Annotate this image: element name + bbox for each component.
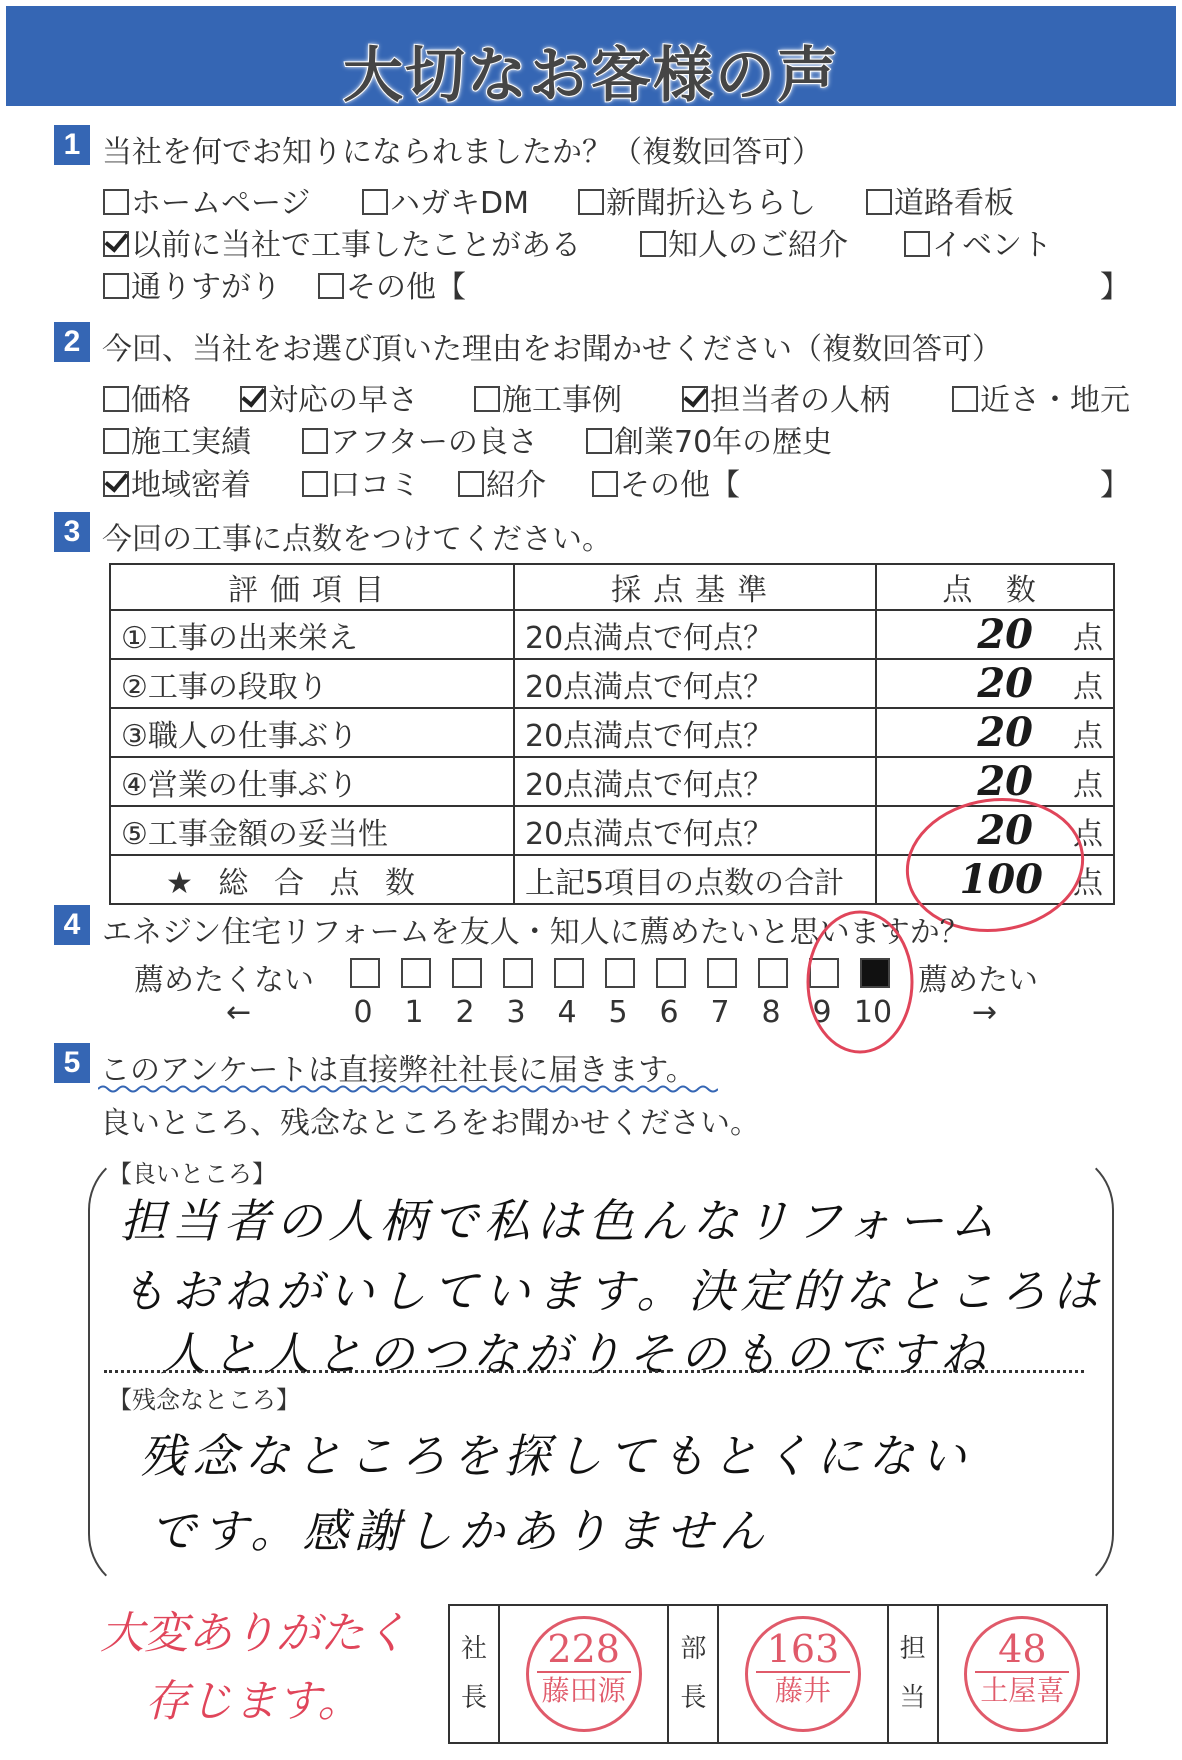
checkbox-icon[interactable] xyxy=(362,189,388,215)
q1-option[interactable] xyxy=(640,220,848,264)
q1-option[interactable] xyxy=(904,220,1052,264)
manager-seal: 163 藤井 xyxy=(745,1616,861,1732)
row-unit: 点 xyxy=(1073,621,1103,656)
president-seal: 228 藤田源 xyxy=(526,1616,642,1732)
option-label: 地域密着 xyxy=(131,468,251,503)
q2-option[interactable] xyxy=(952,375,1130,419)
scale-box-7[interactable] xyxy=(707,958,737,988)
manager-label: 部 長 xyxy=(668,1605,718,1743)
row-score[interactable]: 20 xyxy=(977,758,1033,805)
total-score[interactable]: 100 xyxy=(959,856,1043,903)
checkbox-icon[interactable] xyxy=(318,273,344,299)
q1-option[interactable] xyxy=(866,178,1014,222)
president-stamp-cell xyxy=(499,1605,668,1743)
row-item: ④営業の仕事ぶり xyxy=(110,757,514,806)
red-note-line: 大変ありがたく xyxy=(100,1608,408,1659)
q1-bracket-close: 】 xyxy=(1100,270,1130,305)
scale-number: 0 xyxy=(353,995,373,1030)
option-label: 以前に当社で工事したことがある xyxy=(131,228,581,263)
option-label: ハガキDM xyxy=(390,186,529,221)
option-label: 通りすがり xyxy=(131,270,281,305)
q2-option[interactable] xyxy=(682,375,890,419)
checkbox-icon[interactable] xyxy=(586,428,612,454)
option-label: 対応の早さ xyxy=(268,383,418,418)
row-criteria: 20点満点で何点？ xyxy=(514,610,876,659)
q2-option[interactable] xyxy=(474,375,622,419)
checkbox-icon[interactable] xyxy=(904,231,930,257)
staff-seal: 48 土屋喜 xyxy=(964,1616,1080,1732)
q2-number: 2 xyxy=(54,322,90,362)
checkbox-icon[interactable] xyxy=(592,471,618,497)
q1-option[interactable] xyxy=(578,178,816,222)
scale-number: 1 xyxy=(404,995,424,1030)
q5-sub: 良いところ、残念なところをお聞かせください。 xyxy=(100,1106,760,1141)
right-arrow-icon: → xyxy=(972,995,998,1030)
checkbox-icon[interactable] xyxy=(103,386,129,412)
checkbox-icon[interactable] xyxy=(458,471,484,497)
score-table-header xyxy=(110,564,1114,610)
scale-number: 4 xyxy=(557,995,577,1030)
option-label: 担当者の人柄 xyxy=(710,383,890,418)
bad-line: 残念なところを探してもとくにない xyxy=(140,1429,972,1483)
q1-option[interactable] xyxy=(103,220,581,264)
option-label: 近さ・地元 xyxy=(980,383,1130,418)
q2-option[interactable] xyxy=(592,460,740,504)
row-score[interactable]: 20 xyxy=(977,807,1033,854)
q4-number: 4 xyxy=(54,905,90,945)
option-label: ホームページ xyxy=(131,186,311,221)
row-score[interactable]: 20 xyxy=(977,660,1033,707)
red-note-line: 存じます。 xyxy=(145,1676,362,1727)
checkbox-checked-icon[interactable] xyxy=(103,471,129,497)
table-row xyxy=(110,610,1114,659)
option-label: 価格 xyxy=(131,383,191,418)
good-line: 人と人とのつながりそのものですね xyxy=(160,1327,992,1381)
wavy-underline xyxy=(98,1084,718,1094)
scale-number: 9 xyxy=(812,995,832,1030)
q1-option[interactable] xyxy=(103,178,310,222)
row-score[interactable]: 20 xyxy=(977,611,1033,658)
option-label: イベント xyxy=(932,228,1052,263)
row-criteria: 20点満点で何点？ xyxy=(514,757,876,806)
q3-number: 3 xyxy=(54,512,90,552)
option-label: 新聞折込ちらし xyxy=(606,186,816,221)
staff-label: 担 当 xyxy=(888,1605,938,1743)
row-criteria: 20点満点で何点？ xyxy=(514,659,876,708)
page-title: 大切なお客様の声 xyxy=(343,41,839,111)
checkbox-icon[interactable] xyxy=(952,386,978,412)
manager-stamp-cell xyxy=(718,1605,887,1743)
president-label: 社 長 xyxy=(449,1605,499,1743)
scale-number: 6 xyxy=(659,995,679,1030)
q5-question: このアンケートは直接弊社社長に届きます。 xyxy=(100,1053,696,1088)
scale-number: 10 xyxy=(853,995,893,1030)
staff-stamp-cell xyxy=(938,1605,1107,1743)
row-item: ①工事の出来栄え xyxy=(110,610,514,659)
scale-box-1[interactable] xyxy=(401,958,431,988)
checkbox-checked-icon[interactable] xyxy=(682,386,708,412)
row-unit: 点 xyxy=(1073,817,1103,852)
q2-option[interactable] xyxy=(302,460,420,504)
row-criteria: 20点満点で何点？ xyxy=(514,806,876,855)
checkbox-icon[interactable] xyxy=(866,189,892,215)
scale-number: 8 xyxy=(761,995,781,1030)
q2-question: 今回、当社をお選び頂いた理由をお聞かせください（複数回答可） xyxy=(102,332,1002,367)
checkbox-icon[interactable] xyxy=(302,471,328,497)
scale-box-5[interactable] xyxy=(605,958,635,988)
approval-stamps xyxy=(448,1604,1108,1744)
q1-option[interactable] xyxy=(318,262,466,306)
good-line: もおねがいしています。決定的なところは xyxy=(120,1264,1105,1318)
good-line: 担当者の人柄で私は色んなリフォーム xyxy=(120,1194,1002,1248)
q3-question: 今回の工事に点数をつけてください。 xyxy=(102,522,612,557)
scale-box-8[interactable] xyxy=(758,958,788,988)
scale-box-2[interactable] xyxy=(452,958,482,988)
row-unit: 点 xyxy=(1073,768,1103,803)
checkbox-icon[interactable] xyxy=(103,428,129,454)
red-circle-ten xyxy=(800,902,920,1062)
q4-left-label: 薦めたくない xyxy=(134,963,314,998)
header-item: 評価項目 xyxy=(110,564,514,610)
row-criteria: 20点満点で何点？ xyxy=(514,708,876,757)
table-row xyxy=(110,708,1114,757)
q1-option[interactable] xyxy=(103,262,281,306)
divider xyxy=(104,1370,1084,1373)
q4-question: エネジン住宅リフォームを友人・知人に薦めたいと思いますか？ xyxy=(102,915,970,950)
q4-right-label: 薦めたい xyxy=(918,963,1038,998)
scale-box-0[interactable] xyxy=(350,958,380,988)
table-row xyxy=(110,659,1114,708)
bad-line: です。感謝しかありません xyxy=(150,1504,771,1558)
scale-number: 7 xyxy=(710,995,730,1030)
checkbox-checked-icon[interactable] xyxy=(240,386,266,412)
checkbox-icon[interactable] xyxy=(474,386,500,412)
row-item: ②工事の段取り xyxy=(110,659,514,708)
good-label: 【良いところ】 xyxy=(108,1160,276,1188)
row-score[interactable]: 20 xyxy=(977,709,1033,756)
q2-option[interactable] xyxy=(103,417,251,461)
scale-number: 3 xyxy=(506,995,526,1030)
header-score: 点 数 xyxy=(876,564,1114,610)
option-label: 施工事例 xyxy=(502,383,622,418)
row-item: ⑤工事金額の妥当性 xyxy=(110,806,514,855)
checkbox-icon[interactable] xyxy=(640,231,666,257)
option-label: 口コミ xyxy=(330,468,420,503)
q2-option[interactable] xyxy=(103,375,191,419)
option-label: 創業70年の歴史 xyxy=(614,425,833,460)
option-label: 道路看板 xyxy=(894,186,1014,221)
q2-option[interactable] xyxy=(240,375,418,419)
q2-option[interactable] xyxy=(103,460,251,504)
q1-question: 当社を何でお知りになられましたか？（複数回答可） xyxy=(102,135,822,170)
checkbox-checked-icon[interactable] xyxy=(103,231,129,257)
scale-box-3[interactable] xyxy=(503,958,533,988)
q1-number: 1 xyxy=(54,125,90,165)
scale-number: 2 xyxy=(455,995,475,1030)
q1-option[interactable] xyxy=(362,178,529,222)
scale-box-4[interactable] xyxy=(554,958,584,988)
option-label: 知人のご紹介 xyxy=(668,228,848,263)
scale-box-6[interactable] xyxy=(656,958,686,988)
total-criteria: 上記5項目の点数の合計 xyxy=(514,855,876,904)
row-unit: 点 xyxy=(1073,719,1103,754)
total-unit: 点 xyxy=(1073,866,1103,901)
option-label: 施工実績 xyxy=(131,425,251,460)
scale-number: 5 xyxy=(608,995,628,1030)
option-label: 紹介 xyxy=(486,468,546,503)
q2-option[interactable] xyxy=(586,417,832,461)
bad-label: 【残念なところ】 xyxy=(108,1386,300,1414)
left-arrow-icon: ← xyxy=(226,995,252,1030)
row-unit: 点 xyxy=(1073,670,1103,705)
option-label: その他【 xyxy=(620,468,740,503)
option-label: その他【 xyxy=(346,270,466,305)
checkbox-icon[interactable] xyxy=(578,189,604,215)
q2-bracket-close: 】 xyxy=(1100,468,1130,503)
q5-number: 5 xyxy=(54,1043,90,1083)
q2-option[interactable] xyxy=(458,460,546,504)
checkbox-icon[interactable] xyxy=(302,428,328,454)
total-item: ★ 総 合 点 数 xyxy=(110,855,514,904)
title-band xyxy=(6,6,1176,111)
header-criteria: 採点基準 xyxy=(514,564,876,610)
q2-option[interactable] xyxy=(302,417,538,461)
option-label: アフターの良さ xyxy=(330,425,538,460)
checkbox-icon[interactable] xyxy=(103,189,129,215)
checkbox-icon[interactable] xyxy=(103,273,129,299)
row-item: ③職人の仕事ぶり xyxy=(110,708,514,757)
